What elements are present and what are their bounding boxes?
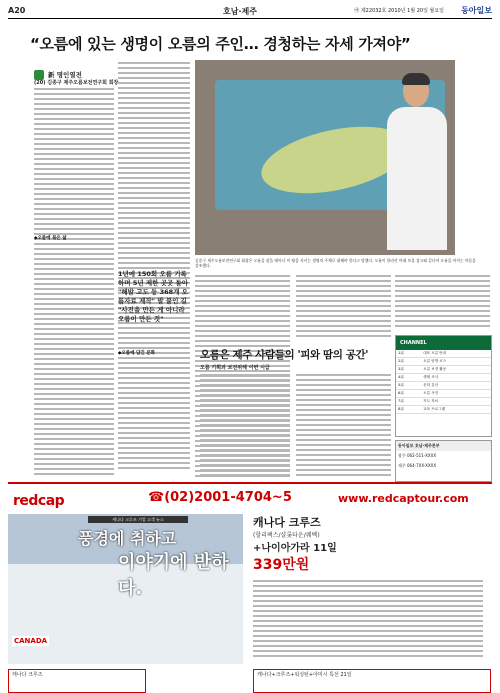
page-header <box>8 4 492 19</box>
advertisement[interactable] <box>8 482 492 689</box>
series-subtitle: (20) 김종구 제주오름보전연구회 회장 <box>34 80 119 86</box>
sub-subheadline: 오름 기획과 보전위해 이번 시급 <box>200 365 270 371</box>
ad-bottom-2[interactable]: 캐나다+크루즈+워싱턴+아미시 특선 21일 <box>253 669 491 693</box>
table-row: 2위 오름 탐방 코스 <box>396 358 491 366</box>
ad-price: 339만원 <box>253 557 310 573</box>
ad-bottom-1[interactable]: 캐나다 크루즈 <box>8 669 146 693</box>
article-column-5 <box>395 275 490 330</box>
table-row: 5위 문화 유산 <box>396 382 491 390</box>
article-column-6 <box>200 374 290 479</box>
ad-cruise-plus: +나이아가라 11일 <box>253 543 337 554</box>
sidebar-contact-line: 제주 064-7XX-XXXX <box>398 463 437 468</box>
sidebar-ranking <box>395 335 492 437</box>
sidebar-contact-title: 동아일보 호남·제주본부 <box>396 441 491 451</box>
newspaper-brand: 동아일보 <box>461 6 492 15</box>
ad-offer <box>253 514 488 664</box>
article-column-7 <box>296 374 391 479</box>
ad-brand: redcap <box>13 493 65 509</box>
photo-map-man <box>195 60 455 255</box>
ad-details <box>253 580 483 657</box>
section-heading-2: ◆오름에 담긴 문화 <box>118 351 156 356</box>
table-row: 6위 오름 사진 <box>396 390 491 398</box>
ad-banner: 캐나다 크루즈 기업 고객 뉴스 <box>88 516 188 523</box>
headline: “오름에 있는 생명이 오름의 주인… 경청하는 자세 가져야” <box>30 35 411 53</box>
person-photo <box>387 75 447 250</box>
sub-headline: 오름은 제주 사람들의 '피와 땀의 공간' <box>200 349 369 361</box>
sidebar-contact-line: 광주 062-511-XXXX <box>398 453 437 458</box>
section-heading-1: ◆오름에 묶은 삶 <box>34 236 67 241</box>
table-row: 1위 대표 오름 안내 <box>396 350 491 358</box>
photo-caption: 김종구 제주오름보전연구회 회장은 오름을 찾을 때마다 이 땅을 지키는 생명의 주체로 대해야 한다고 말했다. 오름이 한라산 아래 보물 창고와 같다며 오름을 아끼는 마음을 강조했다. <box>195 258 476 268</box>
ad-title-1: 풍경에 취하고 <box>78 529 177 548</box>
table-row: 7위 지도 자료 <box>396 398 491 406</box>
series-title: 新 명인열전 <box>48 71 82 79</box>
ad-cruise-sub: (할리팩스/샬롯타운/퀘벡) <box>253 532 320 539</box>
article-column-1 <box>34 88 114 478</box>
sidebar-contact <box>395 440 492 482</box>
ad-url[interactable]: www.redcaptour.com <box>338 492 469 505</box>
pull-quote: 1년에 150회 오름 기록하며 5년 제한 곳곳 돌아 "해발 고도 등 368개 오름자료 제작" 발 붙인 길 "사진을 만든 게 아니라 오름이 만든 것" <box>118 270 189 323</box>
table-row: 8위 교육 프로그램 <box>396 406 491 414</box>
section-name: 호남·제주 <box>223 7 257 16</box>
ad-cruise-title: 캐나다 크루즈 <box>253 516 321 529</box>
table-row: 3위 오름 보전 활동 <box>396 366 491 374</box>
sidebar-logo: CHANNEL <box>396 336 491 350</box>
ad-title-2: 이야기에 반하다. <box>118 552 229 599</box>
ad-phone: ☎(02)2001-4704~5 <box>148 490 292 505</box>
page-number: A20 <box>8 6 26 15</box>
issue-info: ㉮ 제22032호 2010년 1월 20일 월요일 <box>354 8 444 14</box>
canada-logo: CANADA <box>14 637 48 645</box>
article-column-2 <box>118 62 190 472</box>
article-column-4 <box>296 275 391 340</box>
ad-photo <box>8 514 243 664</box>
table-row: 4위 생태 조사 <box>396 374 491 382</box>
ad-bottom-bar <box>8 669 492 689</box>
